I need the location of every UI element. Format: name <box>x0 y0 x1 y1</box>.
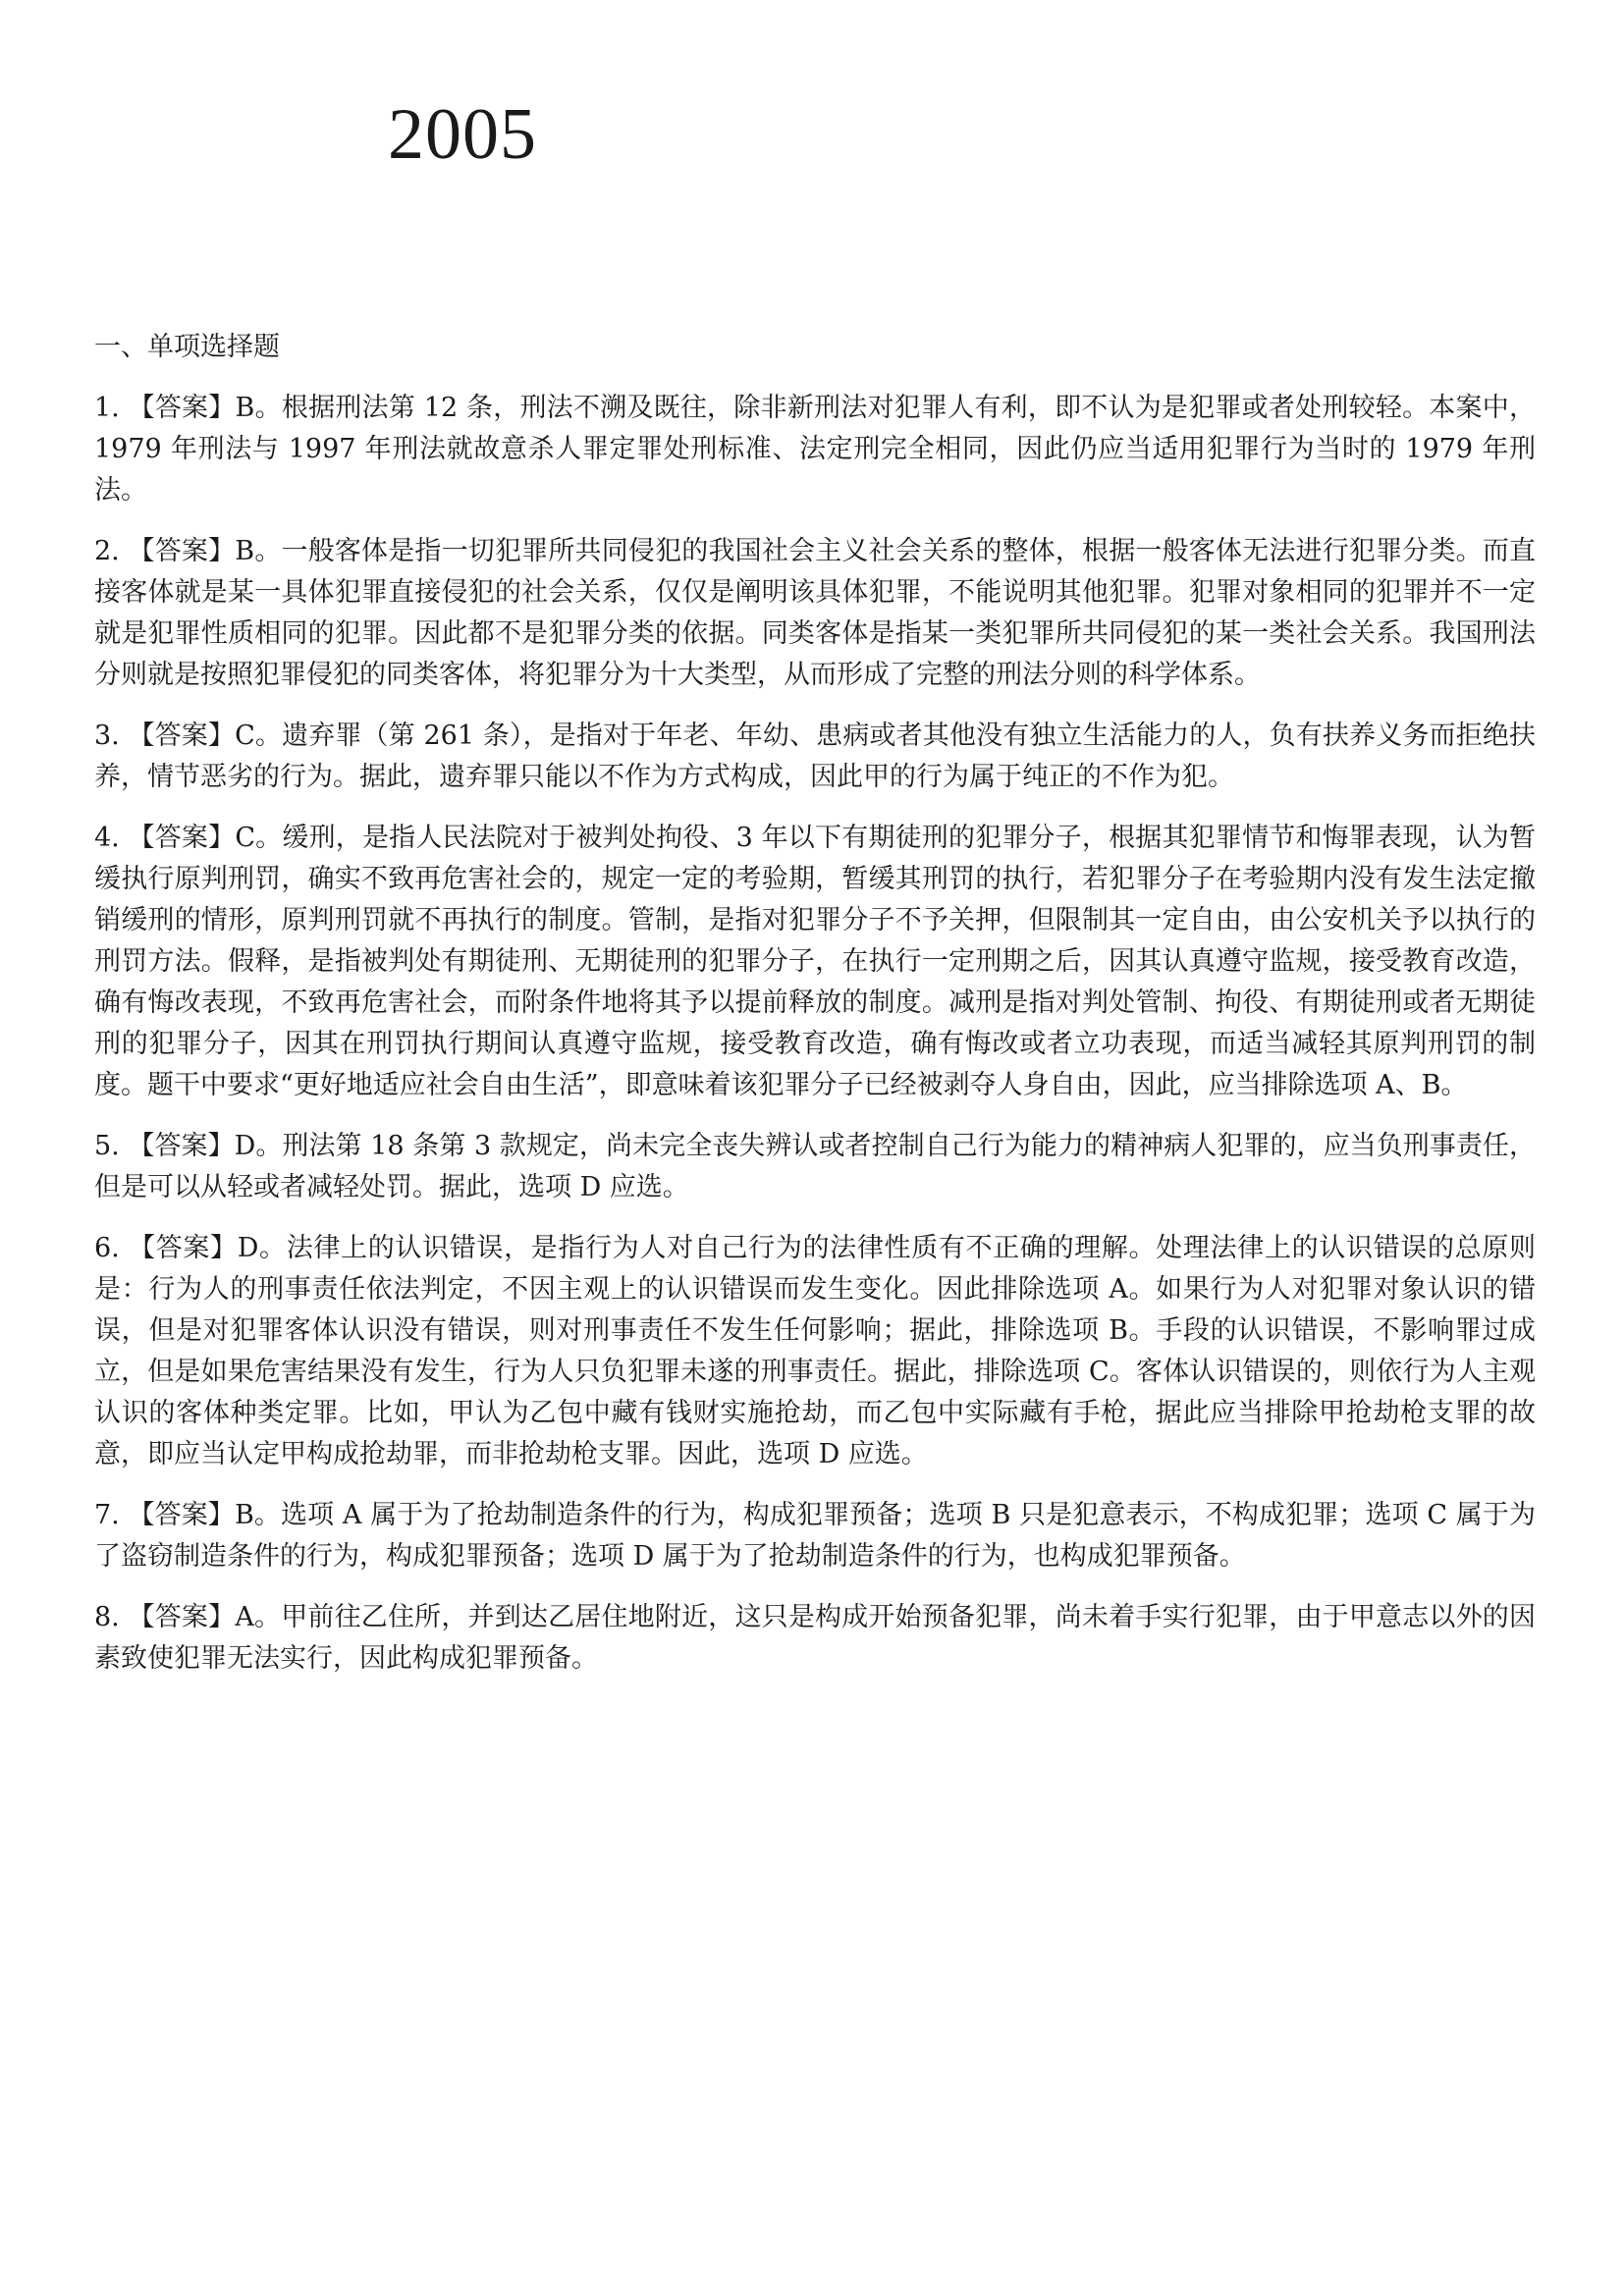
answer-number: 6. <box>94 1233 120 1263</box>
answer-label: 【答案】 <box>128 393 236 423</box>
answer-content <box>94 327 1536 1680</box>
answer-number: 5. <box>94 1131 120 1161</box>
answer-label: 【答案】 <box>128 823 236 853</box>
answer-text: A。甲前往乙住所，并到达乙居住地附近，这只是构成开始预备犯罪，尚未着手实行犯罪，由于甲意志以外的因素致使犯罪无法实行，因此构成犯罪预备。 <box>94 1602 1536 1674</box>
answer-label: 【答案】 <box>129 1233 238 1263</box>
answer-label: 【答案】 <box>128 1500 235 1530</box>
answer-item-6 <box>94 1228 1536 1475</box>
answer-number: 1. <box>94 393 120 423</box>
answer-item-2 <box>94 531 1536 696</box>
section-heading: 一、单项选择题 <box>94 332 280 362</box>
answer-item-5 <box>94 1126 1536 1208</box>
page-title: 2005 <box>388 94 537 175</box>
answer-item-4 <box>94 818 1536 1106</box>
answer-number: 3. <box>94 721 120 751</box>
answer-text: B。根据刑法第 12 条，刑法不溯及既往，除非新刑法对犯罪人有利，即不认为是犯罪或者处刑较轻。本案中，1979 年刑法与 1997 年刑法就故意杀人罪定罪处刑标准、法定刑完全相同，因此仍应当适用犯罪行为当时的 1979 年刑法。 <box>94 393 1537 506</box>
answer-text: B。一般客体是指一切犯罪所共同侵犯的我国社会主义社会关系的整体，根据一般客体无法进行犯罪分类。而直接客体就是某一具体犯罪直接侵犯的社会关系，仅仅是阐明该具体犯罪，不能说明其他犯罪。犯罪对象相同的犯罪并不一定就是犯罪性质相同的犯罪。因此都不是犯罪分类的依据。同类客体是指某一类犯罪所共同侵犯的某一类社会关系。我国刑法分则就是按照犯罪侵犯的同类客体，将犯罪分为十大类型，从而形成了完整的刑法分则的科学体系。 <box>94 536 1537 690</box>
answer-text: C。遗弃罪（第 261 条），是指对于年老、年幼、患病或者其他没有独立生活能力的人，负有扶养义务而拒绝扶养，情节恶劣的行为。据此，遗弃罪只能以不作为方式构成，因此甲的行为属于纯正的不作为犯。 <box>94 721 1536 792</box>
answer-text: D。法律上的认识错误，是指行为人对自己行为的法律性质有不正确的理解。处理法律上的认识错误的总原则是：行为人的刑事责任依法判定，不因主观上的认识错误而发生变化。因此排除选项 A。如果行为人对犯罪对象认识的错误，但是对犯罪客体认识没有错误，则对刑事责任不发生任何影响；据此，排除选项 B。手段的认识错误，不影响罪过成立，但是如果危害结果没有发生，行为人只负犯罪未遂的刑事责任。据此，排除选项 C。客体认识错误的，则依行为人主观认识的客体种类定罪。比如，甲认为乙包中藏有钱财实施抢劫，而乙包中实际藏有手枪，据此应当排除甲抢劫枪支罪的故意，即应当认定甲构成抢劫罪，而非抢劫枪支罪。因此，选项 D 应选。 <box>94 1233 1537 1469</box>
answer-label: 【答案】 <box>128 1131 235 1161</box>
answer-label: 【答案】 <box>128 536 236 566</box>
answer-item-3 <box>94 716 1536 798</box>
answer-text: D。刑法第 18 条第 3 款规定，尚未完全丧失辨认或者控制自己行为能力的精神病人犯罪的，应当负刑事责任，但是可以从轻或者减轻处罚。据此，选项 D 应选。 <box>94 1131 1536 1202</box>
answer-label: 【答案】 <box>128 1602 236 1632</box>
answer-label: 【答案】 <box>128 721 236 751</box>
answer-item-1 <box>94 388 1536 511</box>
answer-number: 7. <box>94 1500 120 1530</box>
answer-number: 2. <box>94 536 120 566</box>
answer-number: 8. <box>94 1602 120 1632</box>
answer-text: B。选项 A 属于为了抢劫制造条件的行为，构成犯罪预备；选项 B 只是犯意表示，不构成犯罪；选项 C 属于为了盗窃制造条件的行为，构成犯罪预备；选项 D 属于为了抢劫制造条件的行为，也构成犯罪预备。 <box>94 1500 1536 1572</box>
answer-text: C。缓刑，是指人民法院对于被判处拘役、3 年以下有期徒刑的犯罪分子，根据其犯罪情节和悔罪表现，认为暂缓执行原判刑罚，确实不致再危害社会的，规定一定的考验期，暂缓其刑罚的执行，若犯罪分子在考验期内没有发生法定撤销缓刑的情形，原判刑罚就不再执行的制度。管制，是指对犯罪分子不予关押，但限制其一定自由，由公安机关予以执行的刑罚方法。假释，是指被判处有期徒刑、无期徒刑的犯罪分子，在执行一定刑期之后，因其认真遵守监规，接受教育改造，确有悔改表现，不致再危害社会，而附条件地将其予以提前释放的制度。减刑是指对判处管制、拘役、有期徒刑或者无期徒刑的犯罪分子，因其在刑罚执行期间认真遵守监规，接受教育改造，确有悔改或者立功表现，而适当减轻其原判刑罚的制度。题干中要求“更好地适应社会自由生活”，即意味着该犯罪分子已经被剥夺人身自由，因此，应当排除选项 A、B。 <box>94 823 1537 1100</box>
answer-number: 4. <box>94 823 120 853</box>
answer-item-8 <box>94 1597 1536 1680</box>
answer-item-7 <box>94 1495 1536 1577</box>
